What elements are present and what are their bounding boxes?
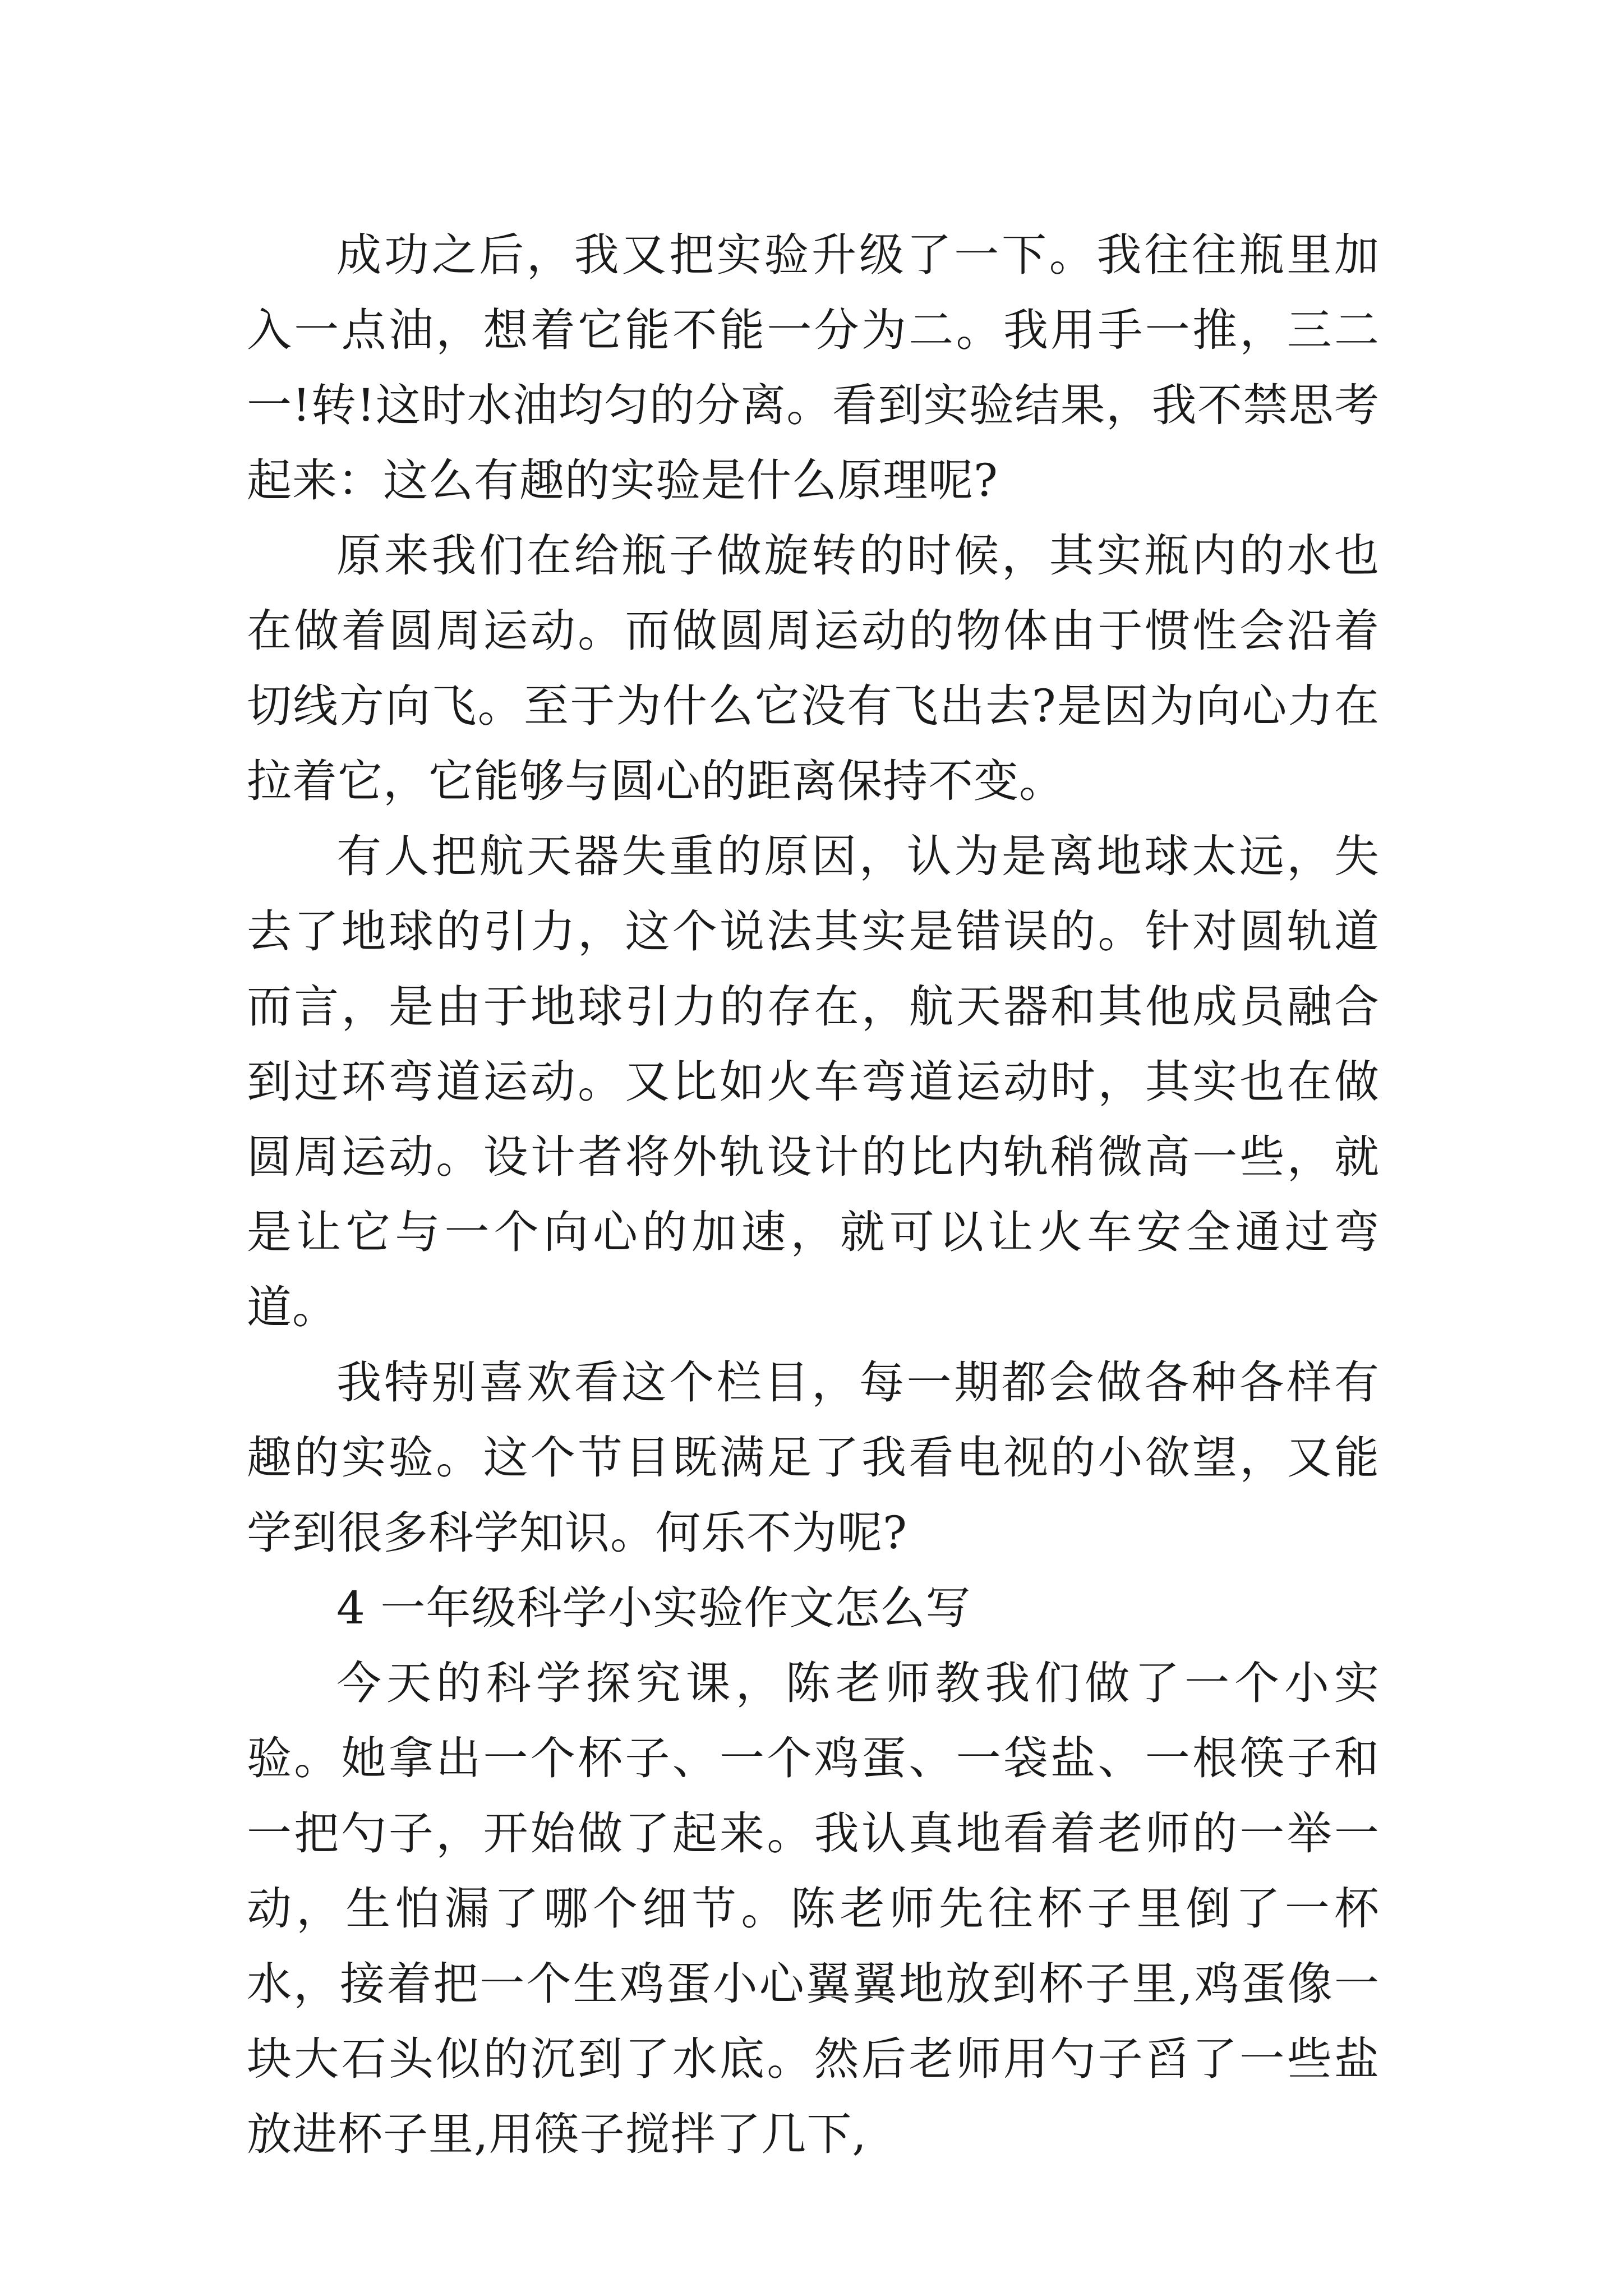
paragraph-1: 成功之后，我又把实验升级了一下。我往往瓶里加入一点油，想着它能不能一分为二。我用手一推，三二一!转!这时水油均匀的分离。看到实验结果，我不禁思考起来：这么有趣的实验是什么原理呢? <box>247 229 1380 507</box>
paragraph-5: 今天的科学探究课，陈老师教我们做了一个小实验。她拿出一个杯子、一个鸡蛋、一袋盐、一根筷子和一把勺子，开始做了起来。我认真地看着老师的一举一动，生怕漏了哪个细节。陈老师先往杯子里倒了一杯水，接着把一个生鸡蛋小心翼翼地放到杯子里,鸡蛋像一块大石头似的沉到了水底。然后老师用勺子舀了一些盐放进杯子里,用筷子搅拌了几下, <box>247 1657 1380 2160</box>
paragraph-2: 原来我们在给瓶子做旋转的时候，其实瓶内的水也在做着圆周运动。而做圆周运动的物体由于惯性会沿着切线方向飞。至于为什么它没有飞出去?是因为向心力在拉着它，它能够与圆心的距离保持不变。 <box>247 530 1380 807</box>
section-heading: 4 一年级科学小实验作文怎么写 <box>336 1582 971 1634</box>
paragraph-3: 有人把航天器失重的原因，认为是离地球太远，失去了地球的引力，这个说法其实是错误的。针对圆轨道而言，是由于地球引力的存在，航天器和其他成员融合到过环弯道运动。又比如火车弯道运动时，其实也在做圆周运动。设计者将外轨设计的比内轨稍微高一些，就是让它与一个向心的加速，就可以让火车安全通过弯道。 <box>247 830 1380 1333</box>
paragraph-4: 我特别喜欢看这个栏目，每一期都会做各种各样有趣的实验。这个节目既满足了我看电视的小欲望，又能学到很多科学知识。何乐不为呢? <box>247 1356 1380 1559</box>
document-body <box>247 218 1380 2172</box>
